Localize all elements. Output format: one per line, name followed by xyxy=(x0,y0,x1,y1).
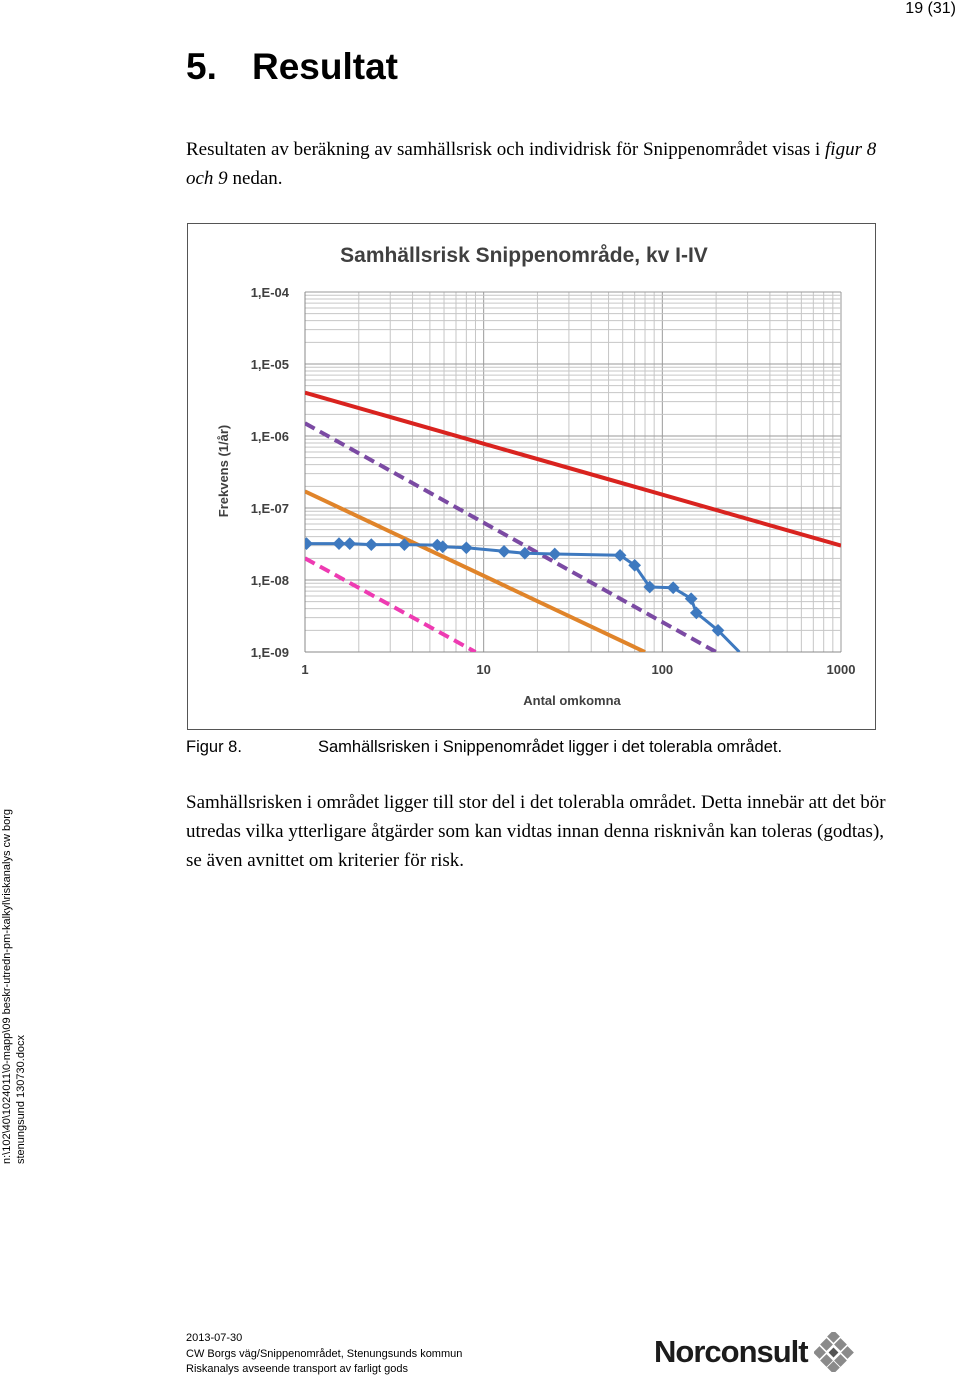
intro-text-before: Resultaten av beräkning av samhällsrisk och individrisk för Snippenområdet visas i xyxy=(186,139,826,160)
chart-title: Samhällsrisk Snippenområde, kv I-IV xyxy=(340,244,708,267)
y-tick-label: 1,E-07 xyxy=(250,501,289,516)
y-tick-label: 1,E-06 xyxy=(250,429,289,444)
x-tick-label: 10 xyxy=(476,662,491,677)
footer-date: 2013-07-30 xyxy=(186,1332,243,1344)
footer-project: CW Borgs väg/Snippenområdet, Stenungsunds kommun xyxy=(186,1347,463,1360)
y-tick-label: 1,E-05 xyxy=(250,357,289,372)
document-path xyxy=(0,809,28,1164)
series-marker xyxy=(365,538,378,551)
page-number: 19 (31) xyxy=(905,0,956,17)
series-marker xyxy=(300,537,313,550)
series-line-4 xyxy=(307,544,740,652)
x-tick-label: 1000 xyxy=(826,662,856,677)
chart-x-axis-label: Antal omkomna xyxy=(523,693,621,708)
y-tick-label: 1,E-04 xyxy=(250,285,289,300)
chart-y-axis-label: Frekvens (1/år) xyxy=(216,424,231,518)
series-marker xyxy=(498,545,511,558)
societal-risk-chart xyxy=(188,224,877,731)
figure-8-frame xyxy=(187,223,876,730)
series-marker xyxy=(460,541,473,554)
x-tick-label: 1 xyxy=(301,662,309,677)
figure-caption-text: Samhällsrisken i Snippenområdet ligger i det tolerabla området. xyxy=(318,738,783,756)
figure-label: Figur 8. xyxy=(186,738,242,756)
section-title: Resultat xyxy=(252,46,398,87)
footer-report-title: Riskanalys avseende transport av farligt gods xyxy=(186,1363,408,1375)
figure-caption xyxy=(186,738,782,757)
footer xyxy=(186,1331,462,1378)
logo-wordmark: Norconsult xyxy=(654,1334,808,1369)
x-tick-label: 100 xyxy=(651,662,674,677)
section-number: 5. xyxy=(186,46,217,87)
document-path-line1: n:\102\40\1024011\0-mapp\09 beskr-utredn-pm-kalkyl\riskanalys cw borg xyxy=(1,808,13,1164)
logo-diamond-icon xyxy=(814,1332,858,1372)
y-tick-label: 1,E-09 xyxy=(250,645,289,660)
y-tick-label: 1,E-08 xyxy=(250,573,289,588)
document-path-line2: stenungsund 130730.docx xyxy=(15,1034,27,1164)
intro-figure-reference: figur 8 och 9 xyxy=(186,139,877,189)
section-heading xyxy=(186,46,398,88)
norconsult-logo xyxy=(654,1330,858,1374)
intro-paragraph xyxy=(186,135,886,193)
intro-text-after: nedan. xyxy=(227,168,283,189)
series-marker xyxy=(343,537,356,550)
body-paragraph: Samhällsrisken i området ligger till stor del i det tolerabla området. Detta innebär att det bör utredas vilka ytterligare åtgärder som kan vidtas innan denna risknivån kan toleras (godtas), se även avnittet om kriterier för risk. xyxy=(186,792,886,871)
